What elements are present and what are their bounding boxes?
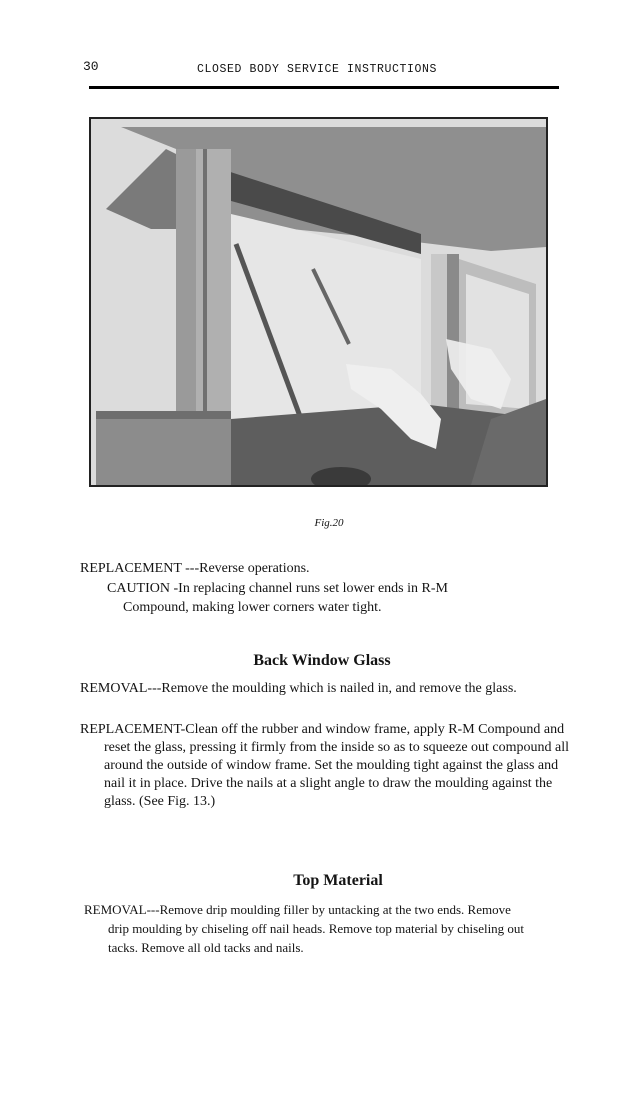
heading-back-window-glass: Back Window Glass — [253, 652, 391, 669]
top-material-removal-text: REMOVAL---Remove drip moulding filler by untacking at the two ends. Remove drip moulding by chiseling off nail heads. Remove top material by chiseling out tacks. Remove all old tacks and nails. — [84, 902, 525, 955]
header-rule — [89, 86, 559, 89]
windshield-replacement-text: REPLACEMENT ---Reverse operations. — [80, 561, 310, 576]
back-window-replacement-text: REPLACEMENT-Clean off the rubber and window frame, apply R-M Compound and reset the glass, pressing it firmly from the inside so as to squeeze out compound all around the outside of window frame. Set the moulding tight against the glass and nail it in place. Drive the nails at a slight angle to draw the moulding against the glass. (See Fig. 13.) — [80, 722, 570, 809]
running-head: CLOSED BODY SERVICE INSTRUCTIONS — [197, 63, 438, 76]
figure-photo — [89, 117, 548, 487]
caution-text-line1: CAUTION -In replacing channel runs set lower ends in R-M — [107, 581, 448, 596]
caution-text-line2: Compound, making lower corners water tight. — [123, 600, 382, 615]
heading-top-material: Top Material — [293, 872, 383, 889]
back-window-removal-text: REMOVAL---Remove the moulding which is nailed in, and remove the glass. — [80, 681, 517, 696]
figure-caption: Fig.20 — [314, 517, 344, 529]
page-number: 30 — [83, 59, 99, 74]
